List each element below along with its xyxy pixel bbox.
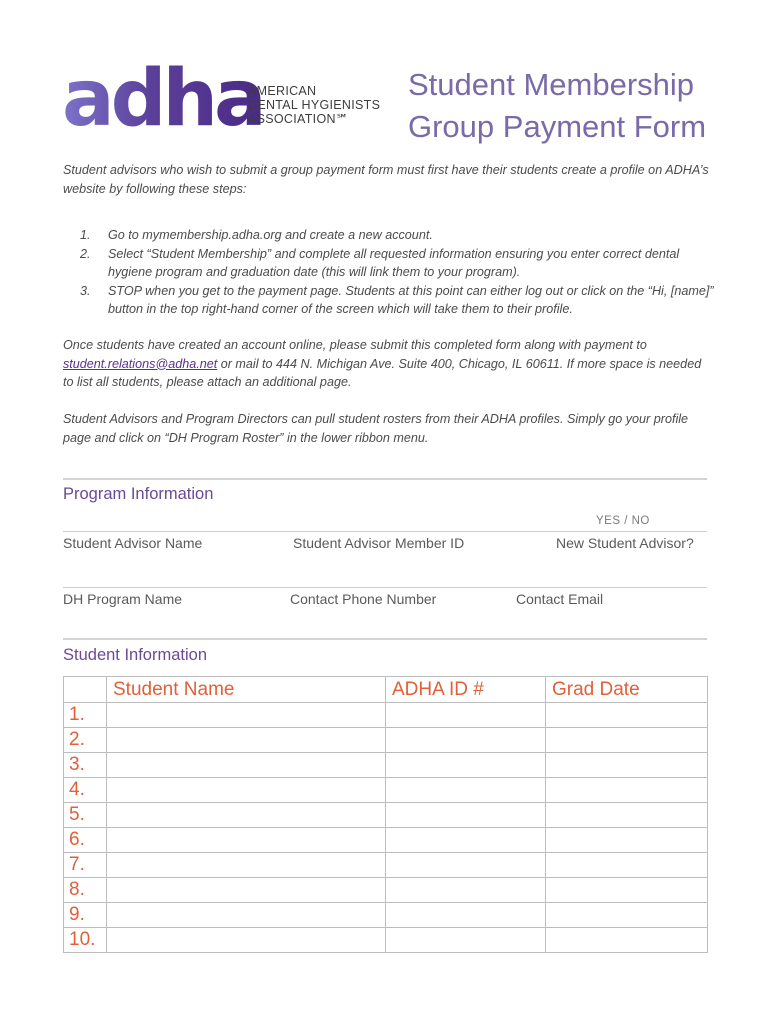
adha-logo-mark: adha xyxy=(62,54,263,144)
row-number: 7. xyxy=(64,853,107,878)
row-number: 10. xyxy=(64,928,107,953)
adha-logo xyxy=(62,54,392,144)
table-header-row xyxy=(64,677,708,703)
grad-date-cell[interactable] xyxy=(546,753,708,778)
student-name-cell[interactable] xyxy=(107,928,386,953)
student-advisor-member-id-field[interactable]: Student Advisor Member ID xyxy=(293,535,465,551)
student-name-cell[interactable] xyxy=(107,853,386,878)
student-name-cell[interactable] xyxy=(107,828,386,853)
table-row xyxy=(64,878,708,903)
row-number: 8. xyxy=(64,878,107,903)
grad-date-cell[interactable] xyxy=(546,878,708,903)
student-advisor-name-field[interactable]: Student Advisor Name xyxy=(63,535,203,551)
student-name-column-header: Student Name xyxy=(107,677,386,703)
table-row xyxy=(64,803,708,828)
grad-date-cell[interactable] xyxy=(546,903,708,928)
student-name-cell[interactable] xyxy=(107,778,386,803)
step-number: 1. xyxy=(80,228,91,242)
student-table xyxy=(63,676,708,953)
logo-line-association: ASSOCIATION℠ xyxy=(248,112,349,126)
table-row xyxy=(64,753,708,778)
row-number: 6. xyxy=(64,828,107,853)
adha-id-cell[interactable] xyxy=(386,828,546,853)
section-divider xyxy=(63,478,707,480)
adha-id-cell[interactable] xyxy=(386,928,546,953)
adha-id-column-header: ADHA ID # xyxy=(386,677,546,703)
logo-line-dental-hygienists: DENTAL HYGIENISTS xyxy=(248,98,381,112)
step-text: Go to mymembership.adha.org and create a new account. xyxy=(108,228,433,242)
step-item xyxy=(80,282,720,319)
number-column-header xyxy=(64,677,107,703)
dh-program-name-field[interactable]: DH Program Name xyxy=(63,591,183,607)
row-number: 2. xyxy=(64,728,107,753)
student-name-cell[interactable] xyxy=(107,703,386,728)
program-information-title: Program Information xyxy=(63,485,214,503)
adha-id-cell[interactable] xyxy=(386,728,546,753)
grad-date-cell[interactable] xyxy=(546,828,708,853)
adha-id-cell[interactable] xyxy=(386,878,546,903)
grad-date-cell[interactable] xyxy=(546,778,708,803)
table-row xyxy=(64,928,708,953)
contact-email-field[interactable]: Contact Email xyxy=(516,591,604,607)
step-item xyxy=(80,245,720,282)
adha-logo-text xyxy=(248,84,380,126)
steps-list xyxy=(80,226,720,319)
submission-paragraph xyxy=(63,336,713,392)
student-name-cell[interactable] xyxy=(107,753,386,778)
page-title-line2: Group Payment Form xyxy=(408,109,707,144)
table-row xyxy=(64,728,708,753)
table-row xyxy=(64,903,708,928)
adha-id-cell[interactable] xyxy=(386,703,546,728)
contact-phone-number-field[interactable]: Contact Phone Number xyxy=(290,591,437,607)
page-title-line1: Student Membership xyxy=(408,67,695,102)
adha-id-cell[interactable] xyxy=(386,753,546,778)
page-title xyxy=(408,64,706,148)
adha-id-cell[interactable] xyxy=(386,778,546,803)
table-row xyxy=(64,703,708,728)
student-name-cell[interactable] xyxy=(107,803,386,828)
new-student-advisor-field[interactable]: New Student Advisor? xyxy=(556,535,694,551)
table-row xyxy=(64,828,708,853)
grad-date-cell[interactable] xyxy=(546,703,708,728)
row-number: 3. xyxy=(64,753,107,778)
grad-date-cell[interactable] xyxy=(546,928,708,953)
table-row xyxy=(64,778,708,803)
row-number: 9. xyxy=(64,903,107,928)
adha-id-cell[interactable] xyxy=(386,853,546,878)
student-information-title: Student Information xyxy=(63,646,208,664)
section-divider xyxy=(63,638,707,640)
field-line xyxy=(63,587,707,588)
yes-no-label: YES / NO xyxy=(596,515,650,527)
step-text: STOP when you get to the payment page. Students at this point can either log out or click on the “Hi, [name]” button in the top right-hand corner of the screen which will take them to their profile. xyxy=(108,283,714,316)
row-number: 5. xyxy=(64,803,107,828)
student-relations-email-link[interactable]: student.relations@adha.net xyxy=(63,356,218,371)
adha-id-cell[interactable] xyxy=(386,903,546,928)
adha-id-cell[interactable] xyxy=(386,803,546,828)
student-name-cell[interactable] xyxy=(107,728,386,753)
submission-text-before: Once students have created an account online, please submit this completed form along with payment to xyxy=(63,338,647,352)
grad-date-cell[interactable] xyxy=(546,728,708,753)
roster-paragraph: Student Advisors and Program Directors can pull student rosters from their ADHA profiles. Simply go your profile page and click on “DH Program Roster” in the lower ribbon menu. xyxy=(63,412,689,445)
step-text: Select “Student Membership” and complete all requested information ensuring you enter correct dental hygiene program and graduation date (this will link them to your program). xyxy=(108,246,680,279)
step-number: 2. xyxy=(80,246,91,261)
field-line xyxy=(63,531,707,532)
grad-date-cell[interactable] xyxy=(546,853,708,878)
logo-line-american: AMERICAN xyxy=(248,84,317,98)
student-name-cell[interactable] xyxy=(107,903,386,928)
row-number: 4. xyxy=(64,778,107,803)
intro-paragraph: Student advisors who wish to submit a group payment form must first have their students create a profile on ADHA’s website by following these steps: xyxy=(63,163,709,196)
row-number: 1. xyxy=(64,703,107,728)
step-item xyxy=(80,226,720,245)
grad-date-cell[interactable] xyxy=(546,803,708,828)
student-name-cell[interactable] xyxy=(107,878,386,903)
table-row xyxy=(64,853,708,878)
submission-text-after: or mail to 444 N. Michigan Ave. Suite 400, Chicago, IL 60611. If more space is needed to list all students, please attach an additional page. xyxy=(63,356,702,389)
grad-date-column-header: Grad Date xyxy=(546,677,708,703)
step-number: 3. xyxy=(80,283,91,298)
